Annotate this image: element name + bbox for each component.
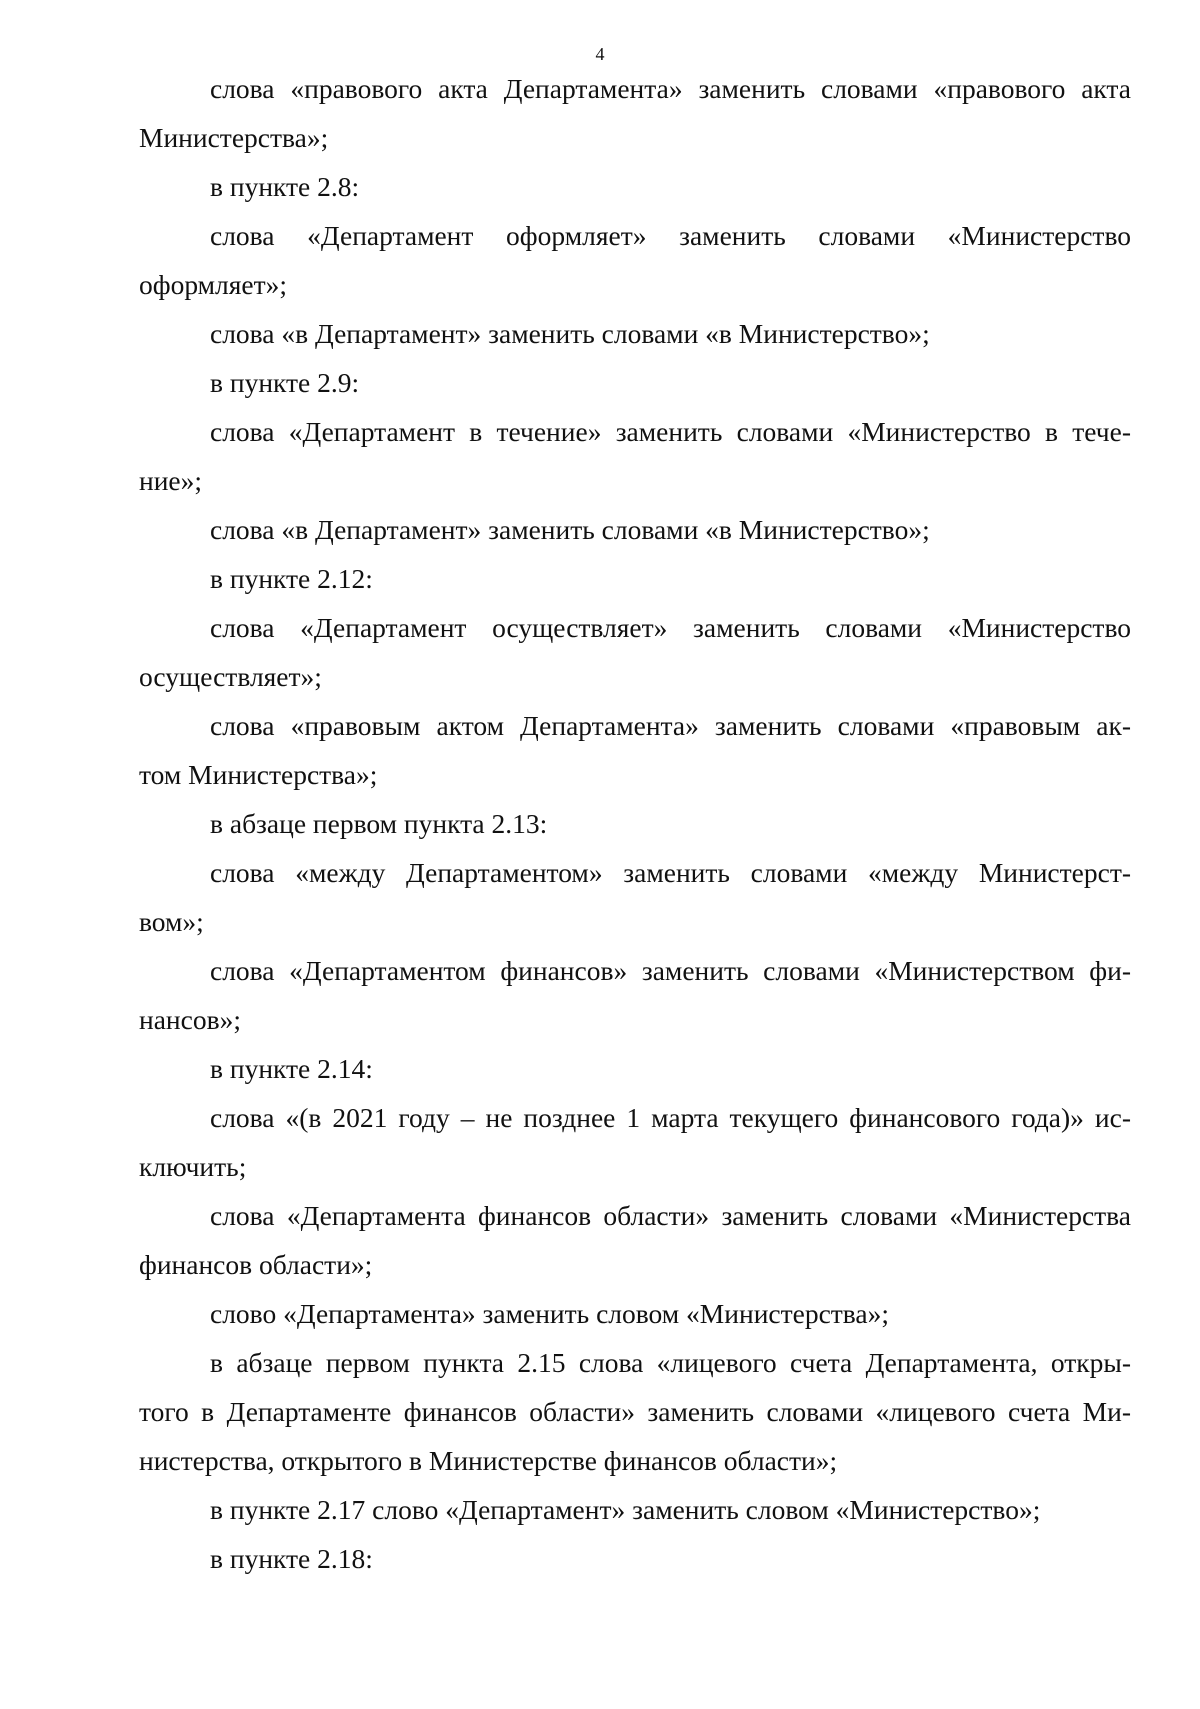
text-line: слова «в Департамент» заменить словами «в Министерство»; xyxy=(210,318,930,349)
text-line: слово «Департамента» заменить словом «Министерства»; xyxy=(210,1298,890,1329)
text-line: слова «между Департаментом» заменить словами «между Министерст- xyxy=(210,857,1131,888)
text-line: в пункте 2.8: xyxy=(210,171,360,202)
text-line: Министерства»; xyxy=(139,122,329,153)
text-line: финансов области»; xyxy=(139,1249,373,1280)
text-line: нистерства, открытого в Министерстве финансов области»; xyxy=(139,1445,838,1476)
text-line: нансов»; xyxy=(139,1004,241,1035)
text-line: том Министерства»; xyxy=(139,759,378,790)
text-line: в пункте 2.17 слово «Департамент» заменить словом «Министерство»; xyxy=(210,1494,1041,1525)
text-line: вом»; xyxy=(139,906,204,937)
text-line: того в Департаменте финансов области» заменить словами «лицевого счета Ми- xyxy=(139,1396,1131,1427)
text-line: в абзаце первом пункта 2.13: xyxy=(210,808,548,839)
text-line: слова «правовым актом Департамента» заменить словами «правовым ак- xyxy=(210,710,1131,741)
document-body xyxy=(139,64,1131,1583)
text-line: осуществляет»; xyxy=(139,661,322,692)
text-line: ние»; xyxy=(139,465,203,496)
text-line: слова «(в 2021 году – не позднее 1 марта текущего финансового года)» ис- xyxy=(210,1102,1131,1133)
text-line: в пункте 2.9: xyxy=(210,367,360,398)
text-line: слова «Департаментом финансов» заменить словами «Министерством фи- xyxy=(210,955,1131,986)
text-line: слова «правового акта Департамента» заменить словами «правового акта xyxy=(210,73,1131,104)
text-line: в абзаце первом пункта 2.15 слова «лицевого счета Департамента, откры- xyxy=(210,1347,1131,1378)
text-line: в пункте 2.14: xyxy=(210,1053,373,1084)
text-line: слова «Департамент оформляет» заменить словами «Министерство xyxy=(210,220,1131,251)
page-number: 4 xyxy=(595,44,605,64)
text-line: ключить; xyxy=(139,1151,247,1182)
text-line: слова «Департамента финансов области» заменить словами «Министерства xyxy=(210,1200,1131,1231)
text-line: слова «Департамент в течение» заменить словами «Министерство в тече- xyxy=(210,416,1131,447)
text-line: в пункте 2.12: xyxy=(210,563,373,594)
text-line: слова «Департамент осуществляет» заменить словами «Министерство xyxy=(210,612,1131,643)
text-line: в пункте 2.18: xyxy=(210,1543,373,1574)
text-line: оформляет»; xyxy=(139,269,288,300)
text-line: слова «в Департамент» заменить словами «в Министерство»; xyxy=(210,514,930,545)
